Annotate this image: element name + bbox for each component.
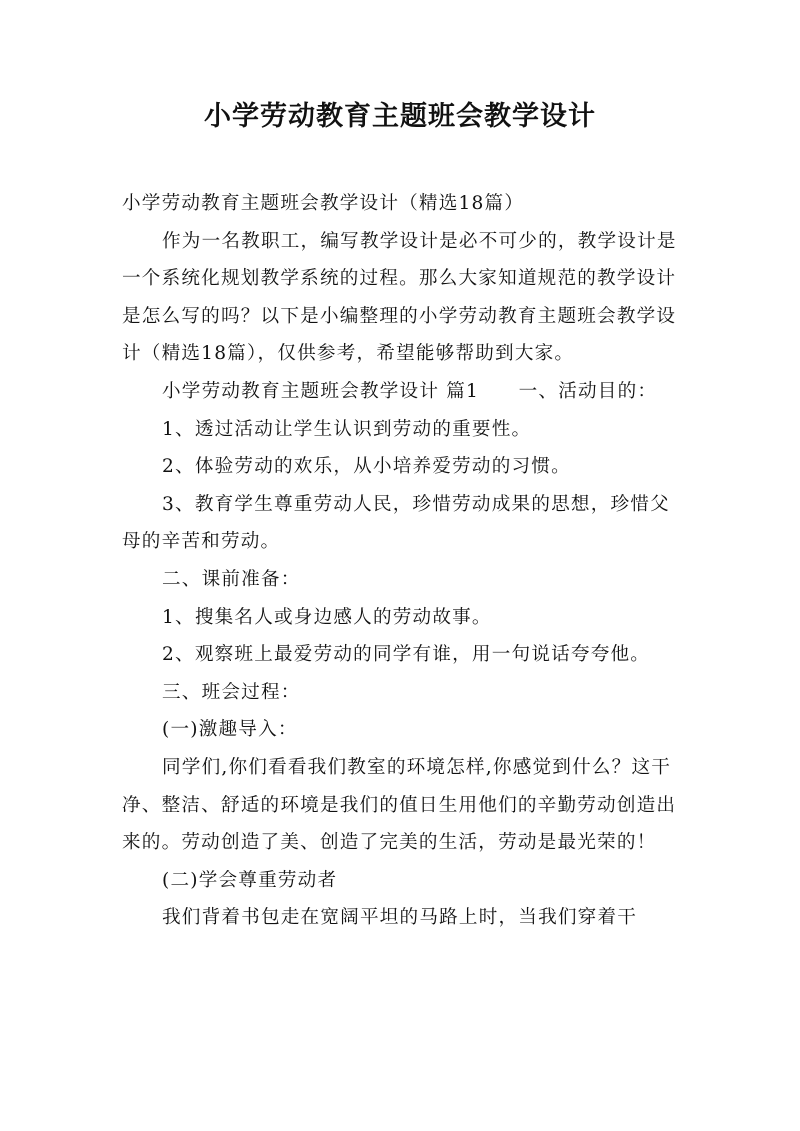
section-heading: 三、班会过程： (162, 681, 301, 703)
section-heading-paragraph: 小学劳动教育主题班会教学设计 篇1 一、活动目的： (162, 380, 658, 402)
subsection-heading: (二)学会尊重劳动者 (162, 869, 338, 891)
body-paragraph: 同学们,你们看看我们教室的环境怎样,你感觉到什么？这干净、整洁、舒适的环境是我们的值日生用他们的辛勤劳动创造出来的。劳动创造了美、创造了完美的生活，劳动是最光荣的！ (122, 756, 677, 854)
list-item: 1、搜集名人或身边感人的劳动故事。 (162, 606, 492, 628)
document-title: 小学劳动教育主题班会教学设计 (204, 101, 596, 132)
section-heading: 二、课前准备： (162, 568, 301, 590)
intro-paragraph: 作为一名教职工，编写教学设计是必不可少的，教学设计是一个系统化规划教学系统的过程。那么大家知道规范的教学设计是怎么写的吗？以下是小编整理的小学劳动教育主题班会教学设计（精选18篇），仅供参考，希望能够帮助到大家。 (122, 230, 677, 365)
list-item: 3、教育学生尊重劳动人民，珍惜劳动成果的思想，珍惜父母的辛苦和劳动。 (122, 493, 670, 553)
list-item: 2、观察班上最爱劳动的同学有谁，用一句说话夸夸他。 (162, 644, 651, 666)
list-item: 2、体验劳动的欢乐，从小培养爱劳动的习惯。 (162, 456, 571, 478)
subsection-heading: (一)激趣导入： (162, 719, 298, 741)
subtitle-paragraph: 小学劳动教育主题班会教学设计（精选18篇） (122, 193, 525, 214)
body-paragraph: 我们背着书包走在宽阔平坦的马路上时，当我们穿着干 (162, 907, 638, 929)
document-body (122, 185, 682, 937)
list-item: 1、透过活动让学生认识到劳动的重要性。 (162, 418, 532, 440)
